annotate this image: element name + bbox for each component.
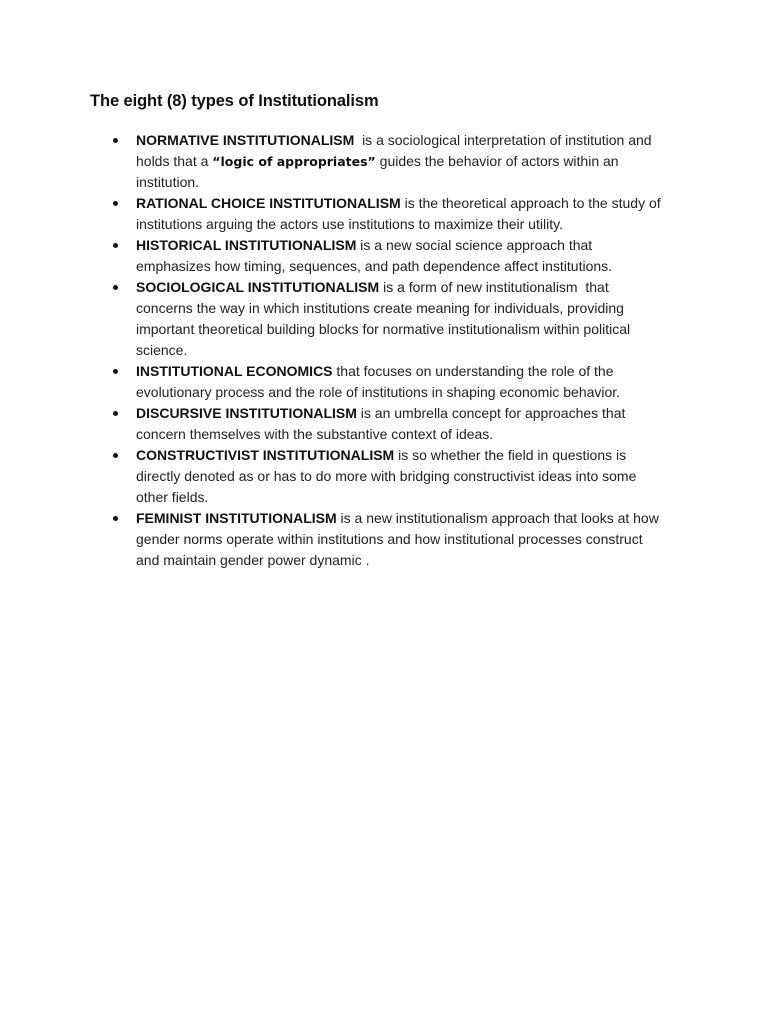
item-text: is a sociological interpretation of institution and holds that a [136, 132, 656, 169]
item-text: is the theoretical approach to the study of institutions arguing the actors use institutions to maximize their utility. [136, 195, 661, 232]
bullet-icon [113, 369, 118, 374]
item-text: that focuses on understanding the role of the evolutionary process and the role of institutions in shaping economic behavior. [136, 363, 621, 400]
bullet-icon [113, 453, 118, 458]
item-text: is a new social science approach that emphasizes how timing, sequences, and path dependence affect institutions. [136, 237, 613, 274]
list-item-constructivist [108, 445, 668, 508]
item-term: SOCIOLOGICAL INSTITUTIONALISM [136, 279, 380, 295]
bullet-icon [113, 138, 118, 143]
list-item-institutional-economics [108, 361, 668, 403]
list-item-rational-choice [108, 193, 668, 235]
item-term: HISTORICAL INSTITUTIONALISM [136, 237, 357, 253]
bullet-icon [113, 411, 118, 416]
institutionalism-list [108, 130, 668, 571]
bullet-icon [113, 201, 118, 206]
item-text: is a form of new institutionalism that concerns the way in which institutions create meaning for individuals, providing important theoretical building blocks for normative institutionalism within political science. [136, 279, 635, 358]
item-term: RATIONAL CHOICE INSTITUTIONALISM [136, 195, 401, 211]
item-term: CONSTRUCTIVIST INSTITUTIONALISM [136, 447, 395, 463]
list-item-discursive [108, 403, 668, 445]
bullet-icon [113, 516, 118, 521]
list-item-feminist [108, 508, 668, 571]
item-term: DISCURSIVE INSTITUTIONALISM [136, 405, 357, 421]
item-text: is an umbrella concept for approaches that concern themselves with the substantive context of ideas. [136, 405, 626, 442]
item-term: FEMINIST INSTITUTIONALISM [136, 510, 337, 526]
document-title: The eight (8) types of Institutionalism [90, 92, 379, 110]
item-quote: “logic of appropriates” [212, 154, 376, 169]
item-text: is so whether the field in questions is directly denoted as or has to do more with bridging constructivist ideas into some other fields. [136, 447, 637, 505]
list-item-historical [108, 235, 668, 277]
item-text: guides the behavior of actors within an institution. [136, 153, 619, 190]
item-text: is a new institutionalism approach that looks at how gender norms operate within institutions and how institutional processes construct and maintain gender power dynamic . [136, 510, 659, 568]
list-item-normative [108, 130, 668, 193]
list-item-sociological [108, 277, 668, 361]
item-term: INSTITUTIONAL ECONOMICS [136, 363, 333, 379]
bullet-icon [113, 243, 118, 248]
bullet-icon [113, 285, 118, 290]
item-term: NORMATIVE INSTITUTIONALISM [136, 132, 355, 148]
